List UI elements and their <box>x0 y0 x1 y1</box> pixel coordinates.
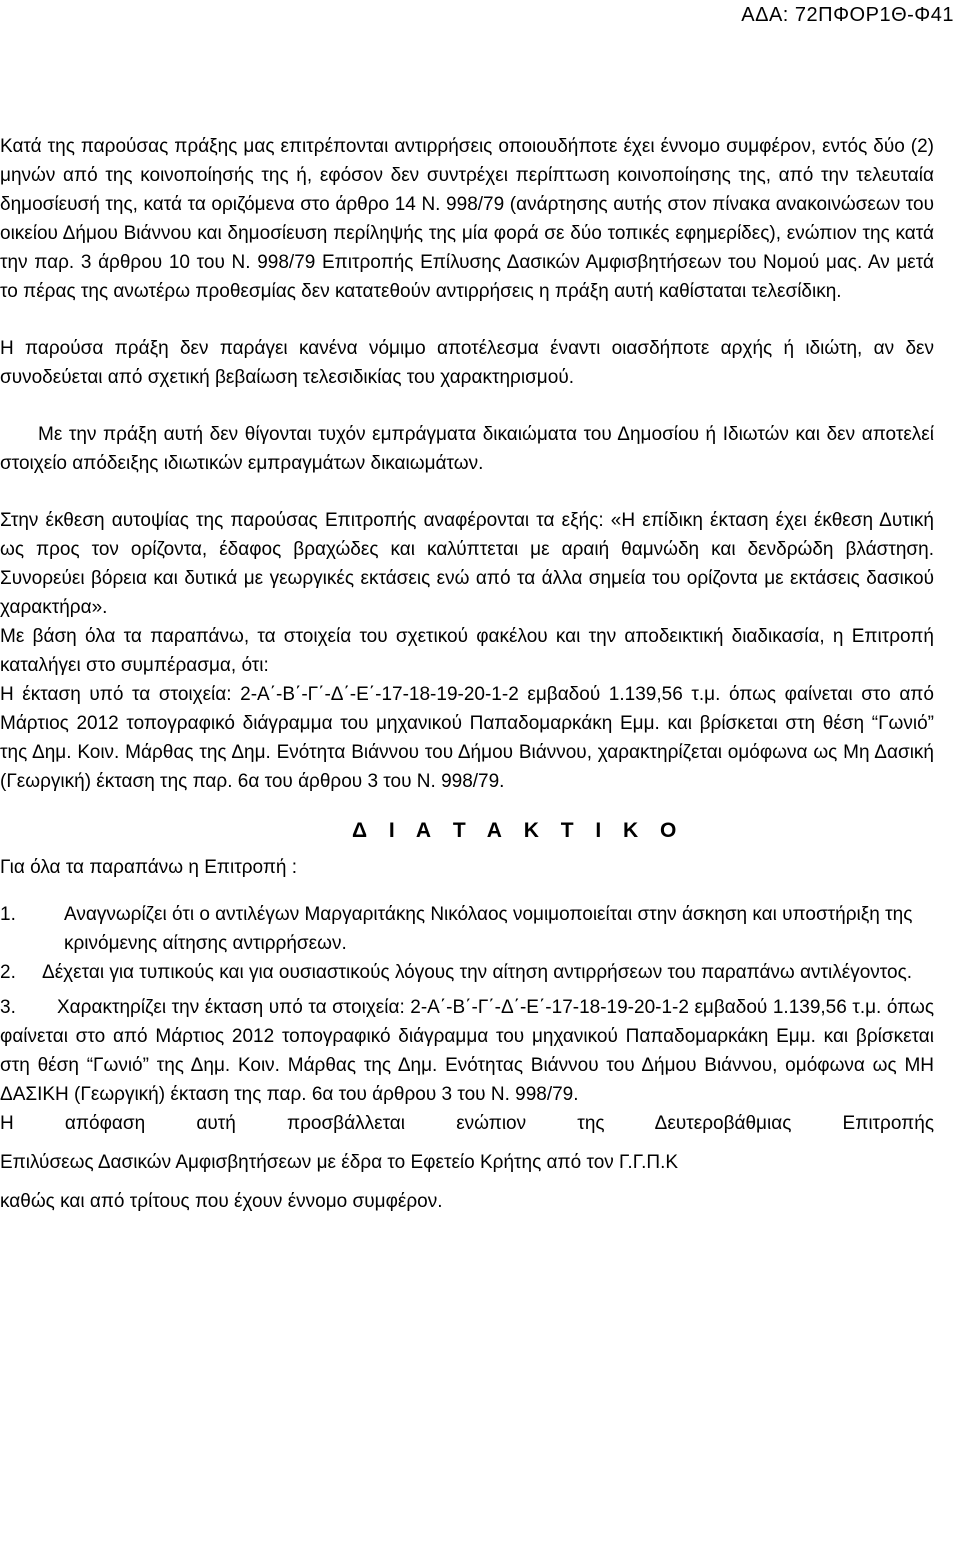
item-text: Αναγνωρίζει ότι ο αντιλέγων Μαργαριτάκης Νικόλαος νομιμοποιείται στην άσκηση και υποστήριξη της κρινόμενης αίτησης αντιρρήσεων. <box>64 904 913 954</box>
appeal-line-3: καθώς και από τρίτους που έχουν έννομο συμφέρον. <box>0 1191 443 1212</box>
ada-code: ΑΔΑ: 72ΠΦΟΡ1Θ-Φ41 <box>741 4 954 26</box>
inspection-paragraph: Στην έκθεση αυτοψίας της παρούσας Επιτροπής αναφέρονται τα εξής: «Η επίδικη έκταση έχει έκθεση Δυτική ως προς τον ορίζοντα, έδαφος βραχώδες και καλύπτεται με αραιή θαμνώδη και δενδρώδη βλάστηση. Συνορεύει βόρεια και δυτικά με γεωργικές εκτάσεις ενώ από τα άλλα σημεία του ορίζοντα με εκτάσεις δασικού χαρακτήρα». <box>0 510 934 618</box>
item-number: 2. <box>0 962 16 983</box>
decision-intro: Για όλα τα παραπάνω η Επιτροπή : <box>0 857 298 878</box>
decision-item <box>0 900 934 958</box>
decision-item <box>0 993 934 1109</box>
property-rights-paragraph: Με την πράξη αυτή δεν θίγονται τυχόν εμπράγματα δικαιώματα του Δημοσίου ή Ιδιωτών και δεν αποτελεί στοιχείο απόδειξης ιδιωτικών εμπραγμάτων δικαιωμάτων. <box>0 424 934 474</box>
no-legal-effect-paragraph: Η παρούσα πράξη δεν παράγει κανένα νόμιμο αποτέλεσμα έναντι οιασδήποτε αρχής ή ιδιώτη, αν δεν συνοδεύεται από σχετική βεβαίωση τελεσιδικίας του χαρακτηρισμού. <box>0 338 934 388</box>
appeal-line-1: Η απόφαση αυτή προσβάλλεται ενώπιον της Δευτεροβάθμιας Επιτροπής <box>0 1113 934 1134</box>
conclusion-paragraph: Η έκταση υπό τα στοιχεία: 2-Α΄-Β΄-Γ΄-Δ΄-Ε΄-17-18-19-20-1-2 εμβαδού 1.139,56 τ.μ. όπως φαίνεται στο από Μάρτιος 2012 τοπογραφικό διάγραμμα του μηχανικού Παπαδομαρκάκη Εμμ. και βρίσκεται στη θέση “Γωνιό” της Δημ. Κοιν. Μάρθας της Δημ. Ενότητα Βιάννου του Δήμου Βιάννου, χαρακτηρίζεται ομόφωνα ως Μη Δασική (Γεωργική) έκταση της παρ. 6α του άρθρου 3 του Ν. 998/79. <box>0 684 934 792</box>
item-number: 3. <box>0 997 16 1018</box>
conclusion-intro-paragraph: Με βάση όλα τα παραπάνω, τα στοιχεία του σχετικού φακέλου και την αποδεικτική διαδικασία, η Επιτροπή καταλήγει στο συμπέρασμα, ότι: <box>0 626 934 676</box>
document-body <box>0 132 934 1216</box>
item-number: 1. <box>0 904 16 925</box>
decision-item <box>0 958 934 987</box>
item-text: Δέχεται για τυπικούς και για ουσιαστικούς λόγους την αίτηση αντιρρήσεων του παραπάνω αντιλέγοντος. <box>42 962 913 983</box>
decision-title: Δ Ι Α Τ Α Κ Τ Ι Κ Ο <box>352 819 685 842</box>
objections-paragraph: Κατά της παρούσας πράξης μας επιτρέπονται αντιρρήσεις οποιουδήποτε έχει έννομο συμφέρον, εντός δύο (2) μηνών από της κοινοποίησής της ή, εφόσον δεν συντρέχει περίπτωση κοινοποίησης της, από την τελευταία δημοσίευσή της, κατά τα οριζόμενα στο άρθρο 14 Ν. 998/79 (ανάρτησης αυτής στον πίνακα ανακοινώσεων του οικείου Δήμου Βιάννου και δημοσίευση περίληψής της μία φορά σε δύο τοπικές εφημερίδες), ενώπιον της κατά την παρ. 3 άρθρου 10 του Ν. 998/79 Επιτροπής Επίλυσης Δασικών Αμφισβητήσεων του Νομού μας. Αν μετά το πέρας της ανωτέρω προθεσμίας δεν κατατεθούν αντιρρήσεις η πράξη αυτή καθίσταται τελεσίδικη. <box>0 136 934 302</box>
appeal-line-2: Επιλύσεως Δασικών Αμφισβητήσεων με έδρα το Εφετείο Κρήτης από τον Γ.Γ.Π.Κ <box>0 1152 679 1173</box>
item-text: Χαρακτηρίζει την έκταση υπό τα στοιχεία: 2-Α΄-Β΄-Γ΄-Δ΄-Ε΄-17-18-19-20-1-2 εμβαδού 1.139,56 τ.μ. όπως φαίνεται στο από Μάρτιος 2012 τοπογραφικό διάγραμμα του μηχανικού Παπαδομαρκάκη Εμμ. και βρίσκεται στη θέση “Γωνιό” της Δημ. Κοιν. Μάρθας της Δημ. Ενότητας Βιάννου του Δήμου Βιάννου, ομόφωνα ως ΜΗ ΔΑΣΙΚΗ (Γεωργική) έκταση της παρ. 6α του άρθρου 3 του Ν. 998/79. <box>0 997 934 1105</box>
